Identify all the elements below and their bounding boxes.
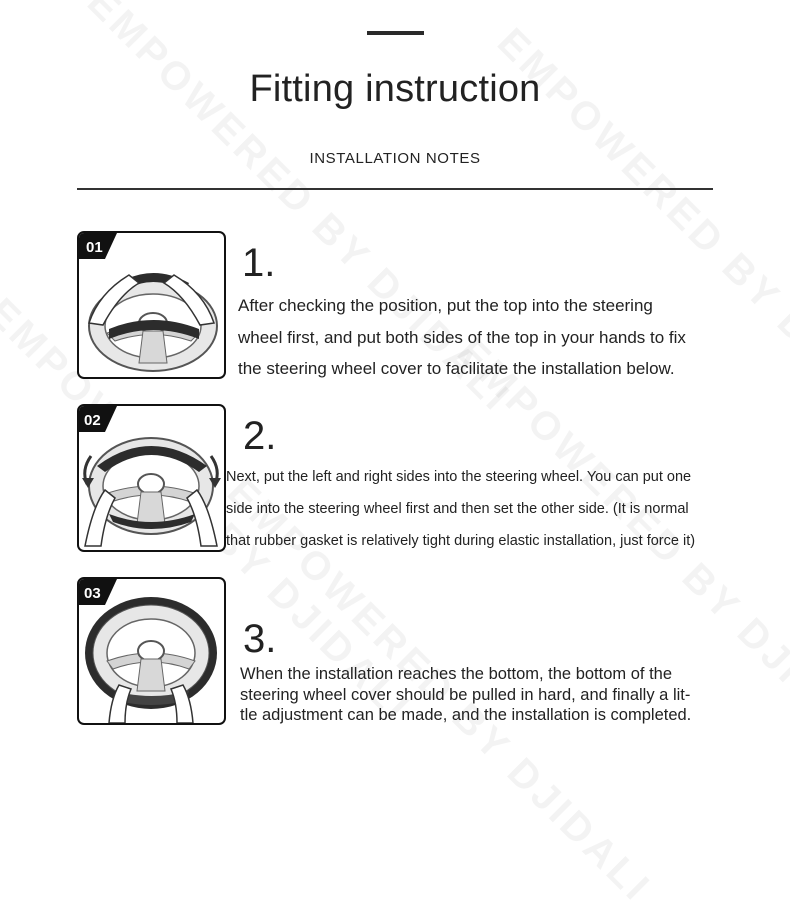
step-2-number: 2. — [243, 414, 277, 458]
step-1-illustration — [77, 231, 226, 379]
header-accent-bar — [367, 31, 424, 35]
svg-text:03: 03 — [84, 585, 101, 602]
page-title: Fitting instruction — [249, 68, 541, 110]
step-2-illustration — [77, 404, 226, 552]
step-2-badge — [79, 406, 117, 432]
step-2-text: Next, put the left and right sides into the steering wheel. You can put one side into the steering wheel first and then set the other side. (It is normal that rubber gasket is relatively tight during elastic installation, just force it) — [226, 469, 696, 549]
step-3-text: When the installation reaches the bottom, the bottom of the steering wheel cover should be pulled in hard, and finally a lit- tle adjustment can be made, and the installation is completed. — [240, 665, 692, 724]
step-3-badge — [79, 579, 117, 605]
page-subtitle: INSTALLATION NOTES — [309, 150, 481, 167]
svg-text:01: 01 — [86, 239, 103, 256]
step-1-text: After checking the position, put the top into the steering wheel first, and put both sides of the top in your hands to fix the steering wheel cover to facilitate the installation below. — [238, 296, 686, 378]
divider — [77, 188, 713, 190]
step-3-number: 3. — [243, 617, 277, 661]
svg-text:02: 02 — [84, 412, 101, 429]
step-3-illustration — [77, 577, 226, 725]
step-1-number: 1. — [242, 241, 276, 285]
step-1-badge — [79, 233, 117, 259]
